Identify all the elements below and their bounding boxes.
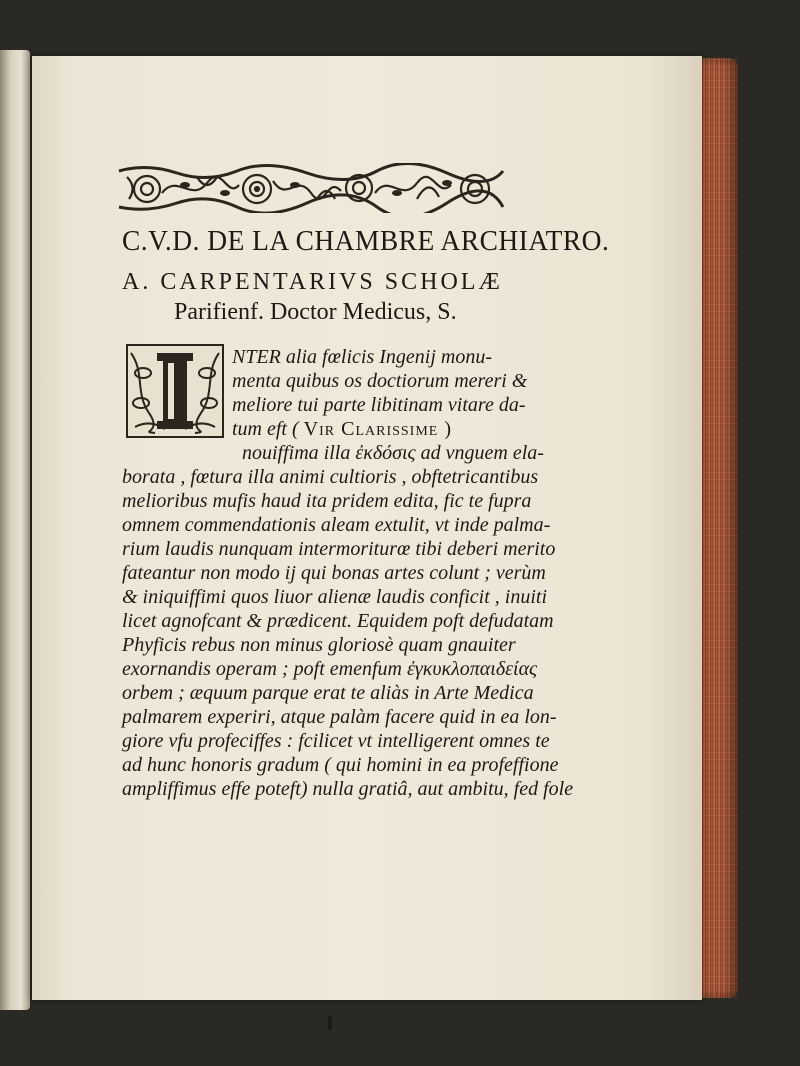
- text-line: exornandis operam ; poft emenfum ἐγκυκλοπαιδείας: [122, 658, 538, 680]
- text-line: giore vfu profeciffes : fcilicet vt intelligerent omnes te: [122, 730, 550, 752]
- addressee-line: A. CARPENTARIVS SCHOLÆ: [122, 269, 503, 295]
- text-line: ad hunc honoris gradum ( qui homini in ea profeffione: [122, 754, 559, 776]
- text-line: & iniquiffimi quos liuor alienæ laudis conficit , inuiti: [122, 586, 548, 608]
- floral-headpiece-ornament: [117, 163, 505, 213]
- text-line: meliore tui parte libitinam vitare da-: [232, 394, 526, 416]
- page-title: C.V.D. DE LA CHAMBRE ARCHIATRO.: [122, 226, 610, 257]
- decorated-initial-I: [125, 343, 225, 439]
- text-line: licet agnofcant & prædicent. Equidem poft defudatam: [122, 610, 554, 632]
- text-line: Phyficis rebus non minus gloriosè quam gnauiter: [122, 634, 516, 656]
- text-line: menta quibus os doctiorum mereri &: [232, 370, 528, 392]
- text-line: fateantur non modo ij qui bonas artes colunt ; verùm: [122, 562, 546, 584]
- text-line-with-smallcaps: [232, 418, 452, 440]
- text-fragment: tum eft (: [232, 418, 304, 440]
- affiliation-line: Parifienf. Doctor Medicus, S.: [174, 299, 457, 325]
- text-line: orbem ; æquum parque erat te aliàs in Arte Medica: [122, 682, 534, 704]
- smallcaps-phrase: Vir Clarissime ): [303, 418, 452, 440]
- text-line: ampliffimus effe poteft) nulla gratiâ, aut ambitu, fed fole: [122, 778, 574, 800]
- book-page: [32, 56, 702, 1000]
- text-line: NTER alia fœlicis Ingenij monu-: [232, 346, 492, 368]
- text-line: rium laudis nunquam intermoriturœ tibi deberi merito: [122, 538, 556, 560]
- text-line: nouiffima illa ἐκδόσις ad vnguem ela-: [242, 442, 544, 464]
- text-line: omnem commendationis aleam extulit, vt inde palma-: [122, 514, 551, 536]
- text-line: palmarem experiri, atque palàm facere quid in ea lon-: [122, 706, 557, 728]
- text-line: borata , fœtura illa animi cultioris , obftetricantibus: [122, 466, 539, 488]
- facing-page-edge: [0, 50, 30, 1010]
- bottom-mark: [328, 1016, 332, 1030]
- text-line: melioribus mufis haud ita pridem edita, fic te fupra: [122, 490, 532, 512]
